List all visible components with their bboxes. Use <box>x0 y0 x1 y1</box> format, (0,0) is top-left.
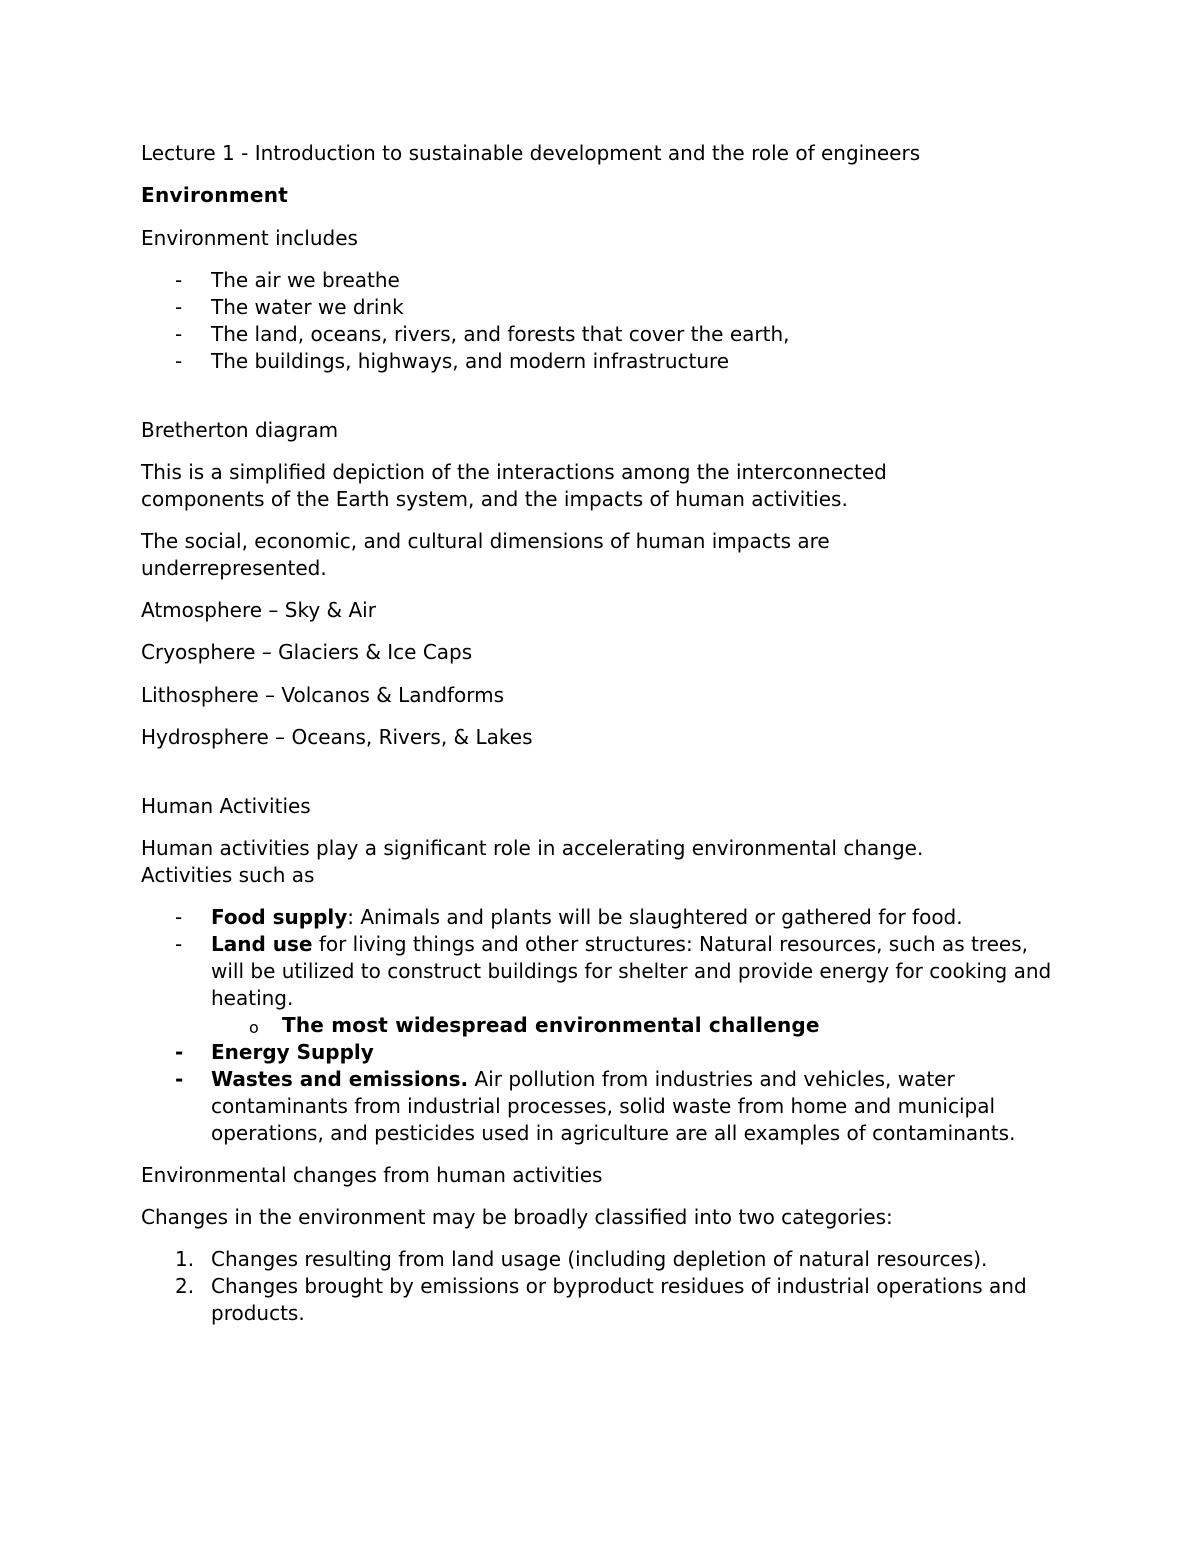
dash-bullet: - <box>175 268 183 292</box>
environment-list <box>141 267 1071 375</box>
dash-bullet: - <box>175 932 183 956</box>
document-page <box>141 140 1071 1342</box>
dash-bullet: - <box>175 295 183 319</box>
section-heading-bretherton: Bretherton diagram <box>141 418 339 442</box>
circle-bullet: o <box>249 1018 259 1037</box>
human-activities-list-continued <box>141 1039 1061 1147</box>
item-bold-label: Wastes and emissions. <box>211 1067 469 1091</box>
section-heading-human-activities: Human Activities <box>141 794 311 818</box>
sphere-atmosphere: Atmosphere – Sky & Air <box>141 598 376 622</box>
list-item: 2. Changes brought by emissions or byproduct residues of industrial operations and products. <box>175 1274 1027 1325</box>
list-item: - The water we drink <box>175 295 404 319</box>
bretherton-paragraph-1: This is a simplified depiction of the interactions among the interconnected components of the Earth system, and the impacts of human activities. <box>141 460 887 511</box>
sphere-lithosphere: Lithosphere – Volcanos & Landforms <box>141 683 504 707</box>
list-item <box>141 1039 1061 1066</box>
list-item: - The buildings, highways, and modern infrastructure <box>175 349 730 373</box>
human-activities-list <box>141 904 1061 1012</box>
dash-bullet: - <box>175 905 183 929</box>
item-bold-label: Energy Supply <box>211 1040 374 1064</box>
section-heading-environmental-changes: Environmental changes from human activities <box>141 1163 603 1187</box>
dash-bullet: - <box>175 1067 184 1091</box>
list-item: - The land, oceans, rivers, and forests that cover the earth, <box>175 322 790 346</box>
dash-bullet: - <box>175 349 183 373</box>
document-title: Lecture 1 - Introduction to sustainable development and the role of engineers <box>141 141 921 165</box>
item-bold-label: Food supply <box>211 905 348 929</box>
environment-intro: Environment includes <box>141 226 358 250</box>
sphere-hydrosphere: Hydrosphere – Oceans, Rivers, & Lakes <box>141 725 533 749</box>
sub-list-item: o The most widespread environmental challenge <box>141 1012 1071 1039</box>
list-item: 1. Changes resulting from land usage (including depletion of natural resources). <box>175 1247 988 1271</box>
bretherton-paragraph-2: The social, economic, and cultural dimensions of human impacts are underrepresented. <box>141 529 830 580</box>
item-bold-label: Land use <box>211 932 313 956</box>
list-item: - The air we breathe <box>175 268 400 292</box>
sphere-cryosphere: Cryosphere – Glaciers & Ice Caps <box>141 640 473 664</box>
dash-bullet: - <box>175 1040 184 1064</box>
list-item: - Wastes and emissions. Air pollution from industries and vehicles, water contaminants from industrial processes, solid waste from home and municipal operations, and pesticides used in agriculture are all examples of contaminants. <box>175 1067 1016 1145</box>
list-item: - Food supply: Animals and plants will be slaughtered or gathered for food. <box>175 905 963 929</box>
section-heading-environment: Environment <box>141 183 289 207</box>
dash-bullet: - <box>175 322 183 346</box>
environmental-changes-intro: Changes in the environment may be broadly classified into two categories: <box>141 1205 893 1229</box>
list-number: 2. <box>175 1274 195 1298</box>
list-item: - Land use for living things and other structures: Natural resources, such as trees, will be utilized to construct buildings for shelter and provide energy for cooking and heating. <box>175 932 1052 1010</box>
human-activities-intro: Human activities play a significant role in accelerating environmental change. Activities such as <box>141 836 924 887</box>
list-number: 1. <box>175 1247 195 1271</box>
changes-list <box>141 1246 1061 1327</box>
